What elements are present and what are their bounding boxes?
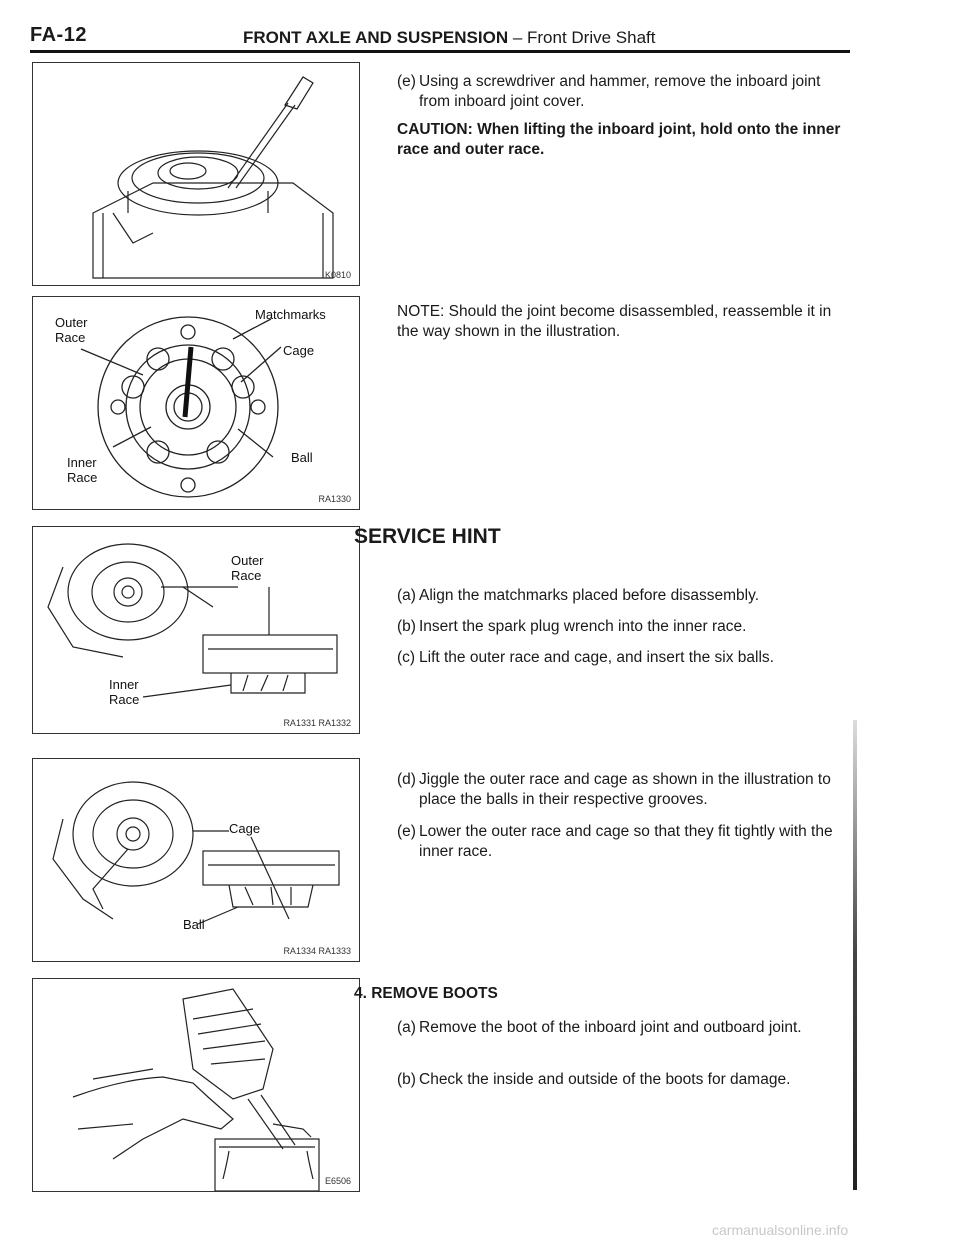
label-inner-race: Inner Race [67,455,98,485]
figure-code: E6506 [324,1176,351,1186]
figure-spark-plug-wrench [32,526,360,734]
step-text: Insert the spark plug wrench into the inner race. [419,618,747,635]
step-text: Lower the outer race and cage so that they fit tightly with the inner race. [419,823,833,860]
page-header [30,20,860,56]
label-outer-race: Outer Race [231,553,264,583]
screwdriver-illustration [33,63,359,285]
service-hint-item-a [397,586,847,606]
footer-watermark: carmanualsonline.info [712,1222,849,1238]
figure-joint-matchmarks [32,296,360,510]
label-inner-race: Inner Race [109,677,140,707]
step-text: Check the inside and outside of the boots for damage. [419,1071,791,1088]
step-mark: (b) [397,1071,416,1088]
remove-boots-item-b [397,1070,847,1090]
step-mark: (e) [397,823,416,840]
figure-remove-boot [32,978,360,1192]
service-hint-item-c [397,648,847,668]
label-outer-race: Outer Race [55,315,88,345]
service-hint-item-b [397,617,847,637]
step-mark: (a) [397,587,416,604]
caution-note: CAUTION: When lifting the inboard joint, hold onto the inner race and outer race. [397,121,841,158]
step-mark: (d) [397,771,416,788]
figure-screwdriver-removal [32,62,360,286]
label-ball: Ball [183,917,205,932]
label-cage: Cage [283,343,315,358]
remove-boots-item-a [397,1018,847,1058]
figure-code: RA1331 RA1332 [283,718,351,728]
header-rule [30,50,850,53]
page-code: FA-12 [30,24,87,46]
page-title [243,28,656,48]
label-ball: Ball [291,450,313,465]
note-reassemble: NOTE: Should the joint become disassembled, reassemble it in the way shown in the illustration. [397,303,832,340]
step-text: Align the matchmarks placed before disassembly. [419,587,760,604]
step-mark: (b) [397,618,416,635]
figure-code: RA1330 [318,494,351,504]
step-text: Jiggle the outer race and cage as shown in the illustration to place the balls in their respective grooves. [419,771,831,808]
service-hint-item-d [397,770,847,810]
remove-boot-illustration [33,979,359,1191]
spark-plug-wrench-illustration [33,527,359,733]
step-mark: (c) [397,649,416,666]
scan-edge-shadow [853,720,857,1190]
step-e-inboard-joint [397,72,847,112]
figure-cage-ball [32,758,360,962]
step-text: Using a screwdriver and hammer, remove the inboard joint from inboard joint cover. [419,73,821,110]
figure-code: K0810 [324,270,351,280]
page-title-rest: – Front Drive Shaft [512,28,656,47]
step-text: Remove the boot of the inboard joint and outboard joint. [419,1019,802,1036]
label-cage: Cage [229,821,261,836]
service-hint-item-e [397,822,847,862]
label-matchmarks: Matchmarks [255,307,326,322]
remove-boots-heading: 4. REMOVE BOOTS [354,985,498,1002]
step-text: Lift the outer race and cage, and insert the six balls. [419,649,774,666]
page-title-bold: FRONT AXLE AND SUSPENSION [243,28,509,47]
figure-code: RA1334 RA1333 [283,946,351,956]
step-mark: (a) [397,1019,416,1036]
service-hint-heading: SERVICE HINT [354,525,501,548]
step-mark: (e) [397,73,416,90]
